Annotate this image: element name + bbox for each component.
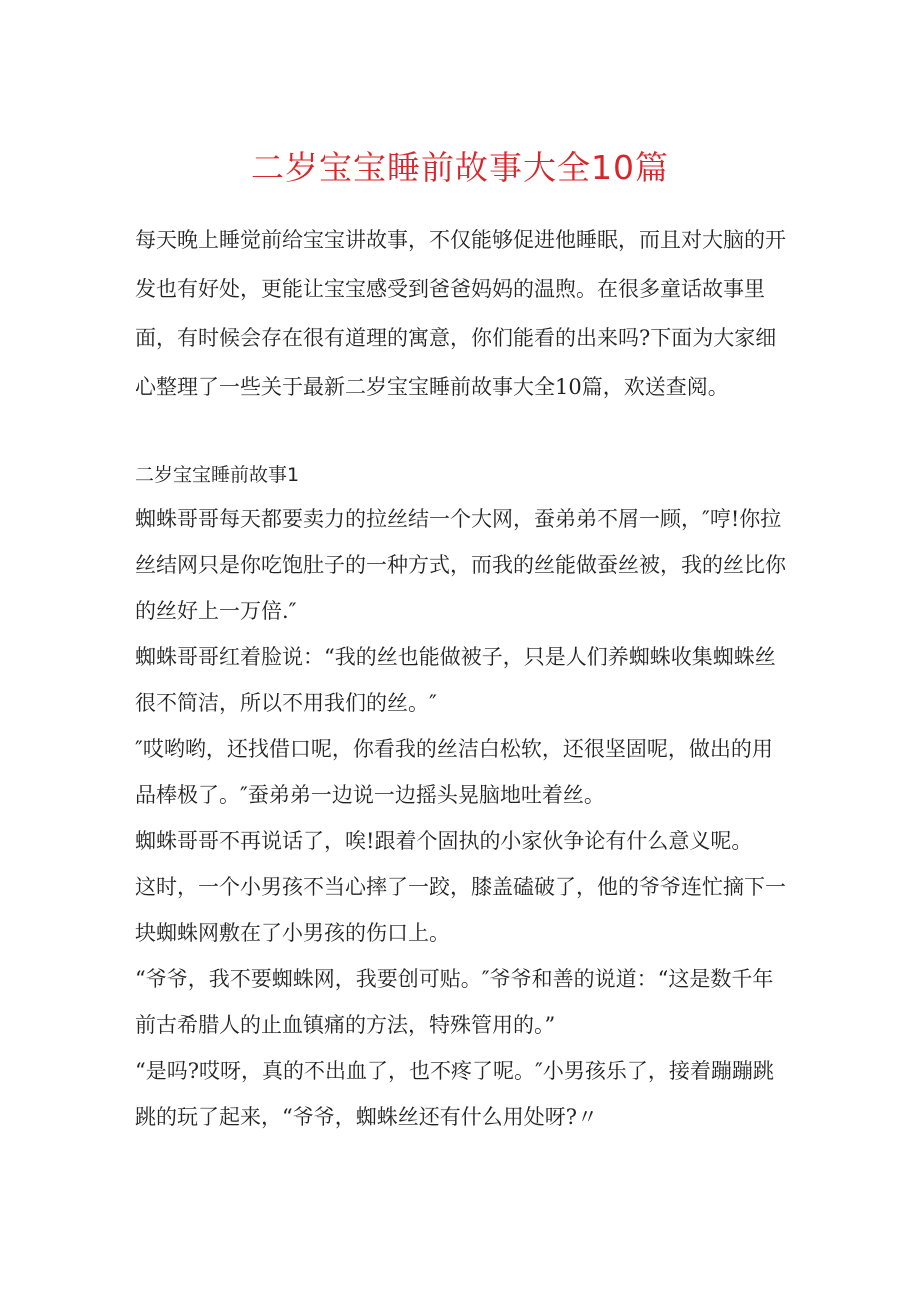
story-paragraph-7: “是吗?哎呀，真的不出血了，也不疼了呢。″小男孩乐了，接着蹦蹦跳跳的玩了起来，“爷爷，蜘蛛丝还有什么用处呀?〃 [135, 1059, 774, 1129]
story-paragraph-2: 蜘蛛哥哥红着脸说：“我的丝也能做被子，只是人们养蜘蛛收集蜘蛛丝很不简洁，所以不用我们的丝。″ [135, 645, 776, 715]
story-paragraph-6: “爷爷，我不要蜘蛛网，我要创可贴。″爷爷和善的说道：“这是数千年前古希腊人的止血镇痛的方法，特殊管用的。” [135, 967, 774, 1037]
story-paragraph-3: ″哎哟哟，还找借口呢，你看我的丝洁白松软，还很坚固呢，做出的用品棒极了。″蚕弟弟一边说一边摇头晃脑地吐着丝。 [135, 737, 773, 807]
intro-paragraph: 每天晚上睡觉前给宝宝讲故事，不仅能够促进他睡眠，而且对大脑的开发也有好处，更能让宝宝感受到爸爸妈妈的温煦。在很多童话故事里面，有时候会存在很有道理的寓意，你们能看的出来吗?下面为大家细心整理了一些关于最新二岁宝宝睡前故事大全10篇，欢送查阅。 [135, 228, 786, 399]
document-body [135, 216, 790, 1140]
story-paragraph-1: 蜘蛛哥哥每天都要卖力的拉丝结一个大网，蚕弟弟不屑一顾，″哼!你拉丝结网只是你吃饱肚子的一种方式，而我的丝能做蚕丝被，我的丝比你的丝好上一万倍.″ [135, 507, 786, 623]
story-paragraph-5: 这时，一个小男孩不当心摔了一跤，膝盖磕破了，他的爷爷连忙摘下一块蜘蛛网敷在了小男孩的伤口上。 [135, 875, 786, 945]
story-paragraph-4: 蜘蛛哥哥不再说话了，唉!跟着个固执的小家伙争论有什么意义呢。 [135, 829, 753, 853]
document-title: 二岁宝宝睡前故事大全10篇 [251, 148, 669, 187]
section-spacer [135, 412, 790, 454]
section-heading: 二岁宝宝睡前故事1 [135, 464, 300, 486]
